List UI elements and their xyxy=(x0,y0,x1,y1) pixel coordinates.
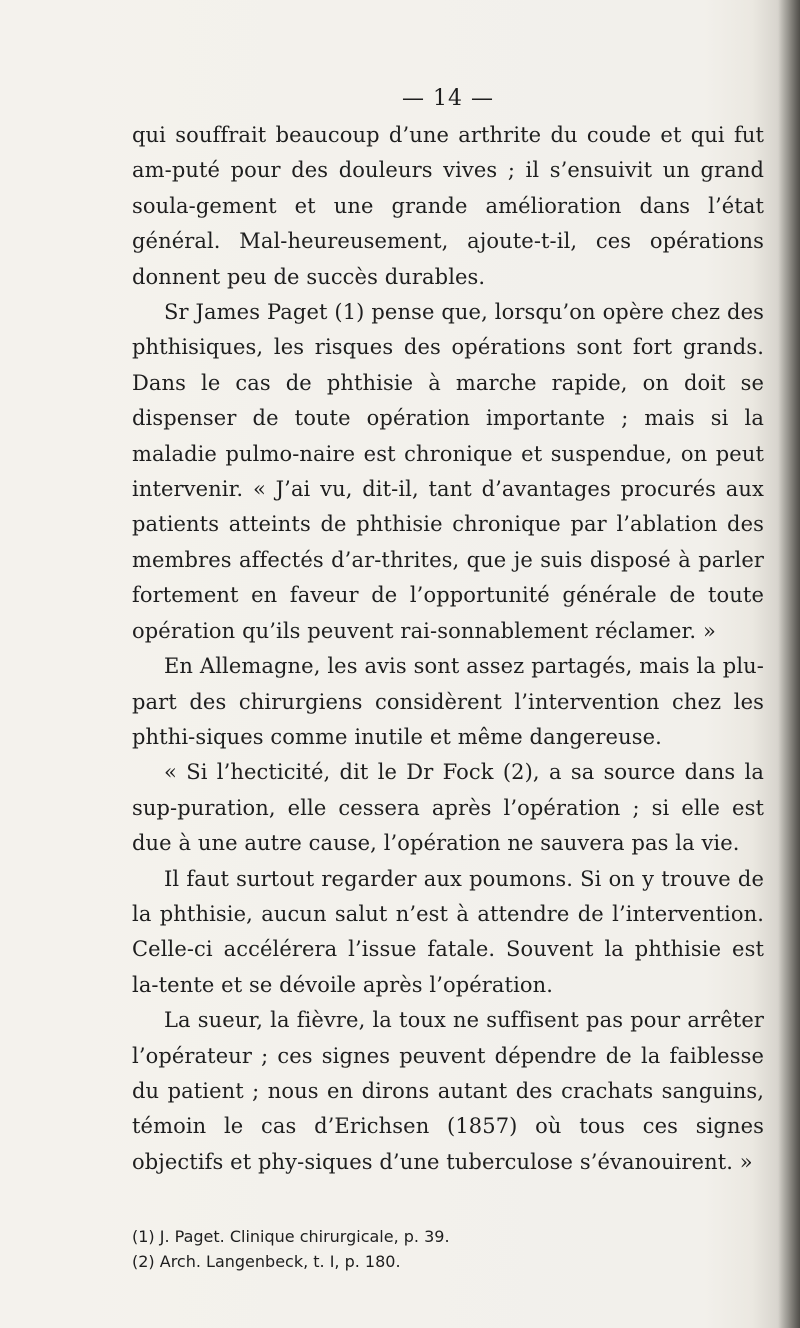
paragraph-5: Il faut surtout regarder aux poumons. Si on y trouve de la phthisie, aucun salut n’est à attendre de l’intervention. Celle-ci accélérera l’issue fatale. Souvent la phthisie est la-tente et se dévoile après l’opération. xyxy=(132,866,764,997)
paragraph-2: Sr James Paget (1) pense que, lorsqu’on opère chez des phthisiques, les risques des opérations sont fort grands. Dans le cas de phthisie à marche rapide, on doit se dispenser de toute opération importante ; mais si la maladie pulmo-naire est chronique et suspendue, on peut intervenir. « J’ai vu, dit-il, tant d’avantages procurés aux patients atteints de phthisie chronique par l’ablation des membres affectés d’ar-thrites, que je suis disposé à parler fortement en faveur de l’opportunité générale de toute opération qu’ils peuvent rai-sonnablement réclamer. » xyxy=(132,300,764,643)
paragraph-6: La sueur, la fièvre, la toux ne suffisent pas pour arrêter l’opérateur ; ces signes peuvent dépendre de la faiblesse du patient ; nous en dirons autant des crachats sanguins, témoin le cas d’Erichsen (1857) où tous ces signes objectifs et phy-siques d’une tuberculose s’évanouirent. » xyxy=(132,1008,764,1174)
footnote-1: (1) J. Paget. Clinique chirurgicale, p. 39. xyxy=(132,1227,450,1247)
body-text xyxy=(132,118,764,1180)
paragraph-3: En Allemagne, les avis sont assez partagés, mais la plu-part des chirurgiens considèrent l’intervention chez les phthi-siques comme inutile et même dangereuse. xyxy=(132,654,764,749)
text-block xyxy=(132,82,764,1274)
footnote-2: (2) Arch. Langenbeck, t. I, p. 180. xyxy=(132,1252,401,1272)
page-number: — 14 — xyxy=(402,86,494,111)
page-binding-shadow xyxy=(778,0,800,1328)
paragraph-1: qui souffrait beaucoup d’une arthrite du coude et qui fut am-puté pour des douleurs vives ; il s’ensuivit un grand soula-gement et une grande amélioration dans l’état général. Mal-heureusement, ajoute-t-il, ces opérations donnent peu de succès durables. xyxy=(132,123,764,289)
paragraph-4: « Si l’hecticité, dit le Dr Fock (2), a sa source dans la sup-puration, elle cessera après l’opération ; si elle est due à une autre cause, l’opération ne sauvera pas la vie. xyxy=(132,760,764,856)
footnotes xyxy=(132,1224,764,1274)
